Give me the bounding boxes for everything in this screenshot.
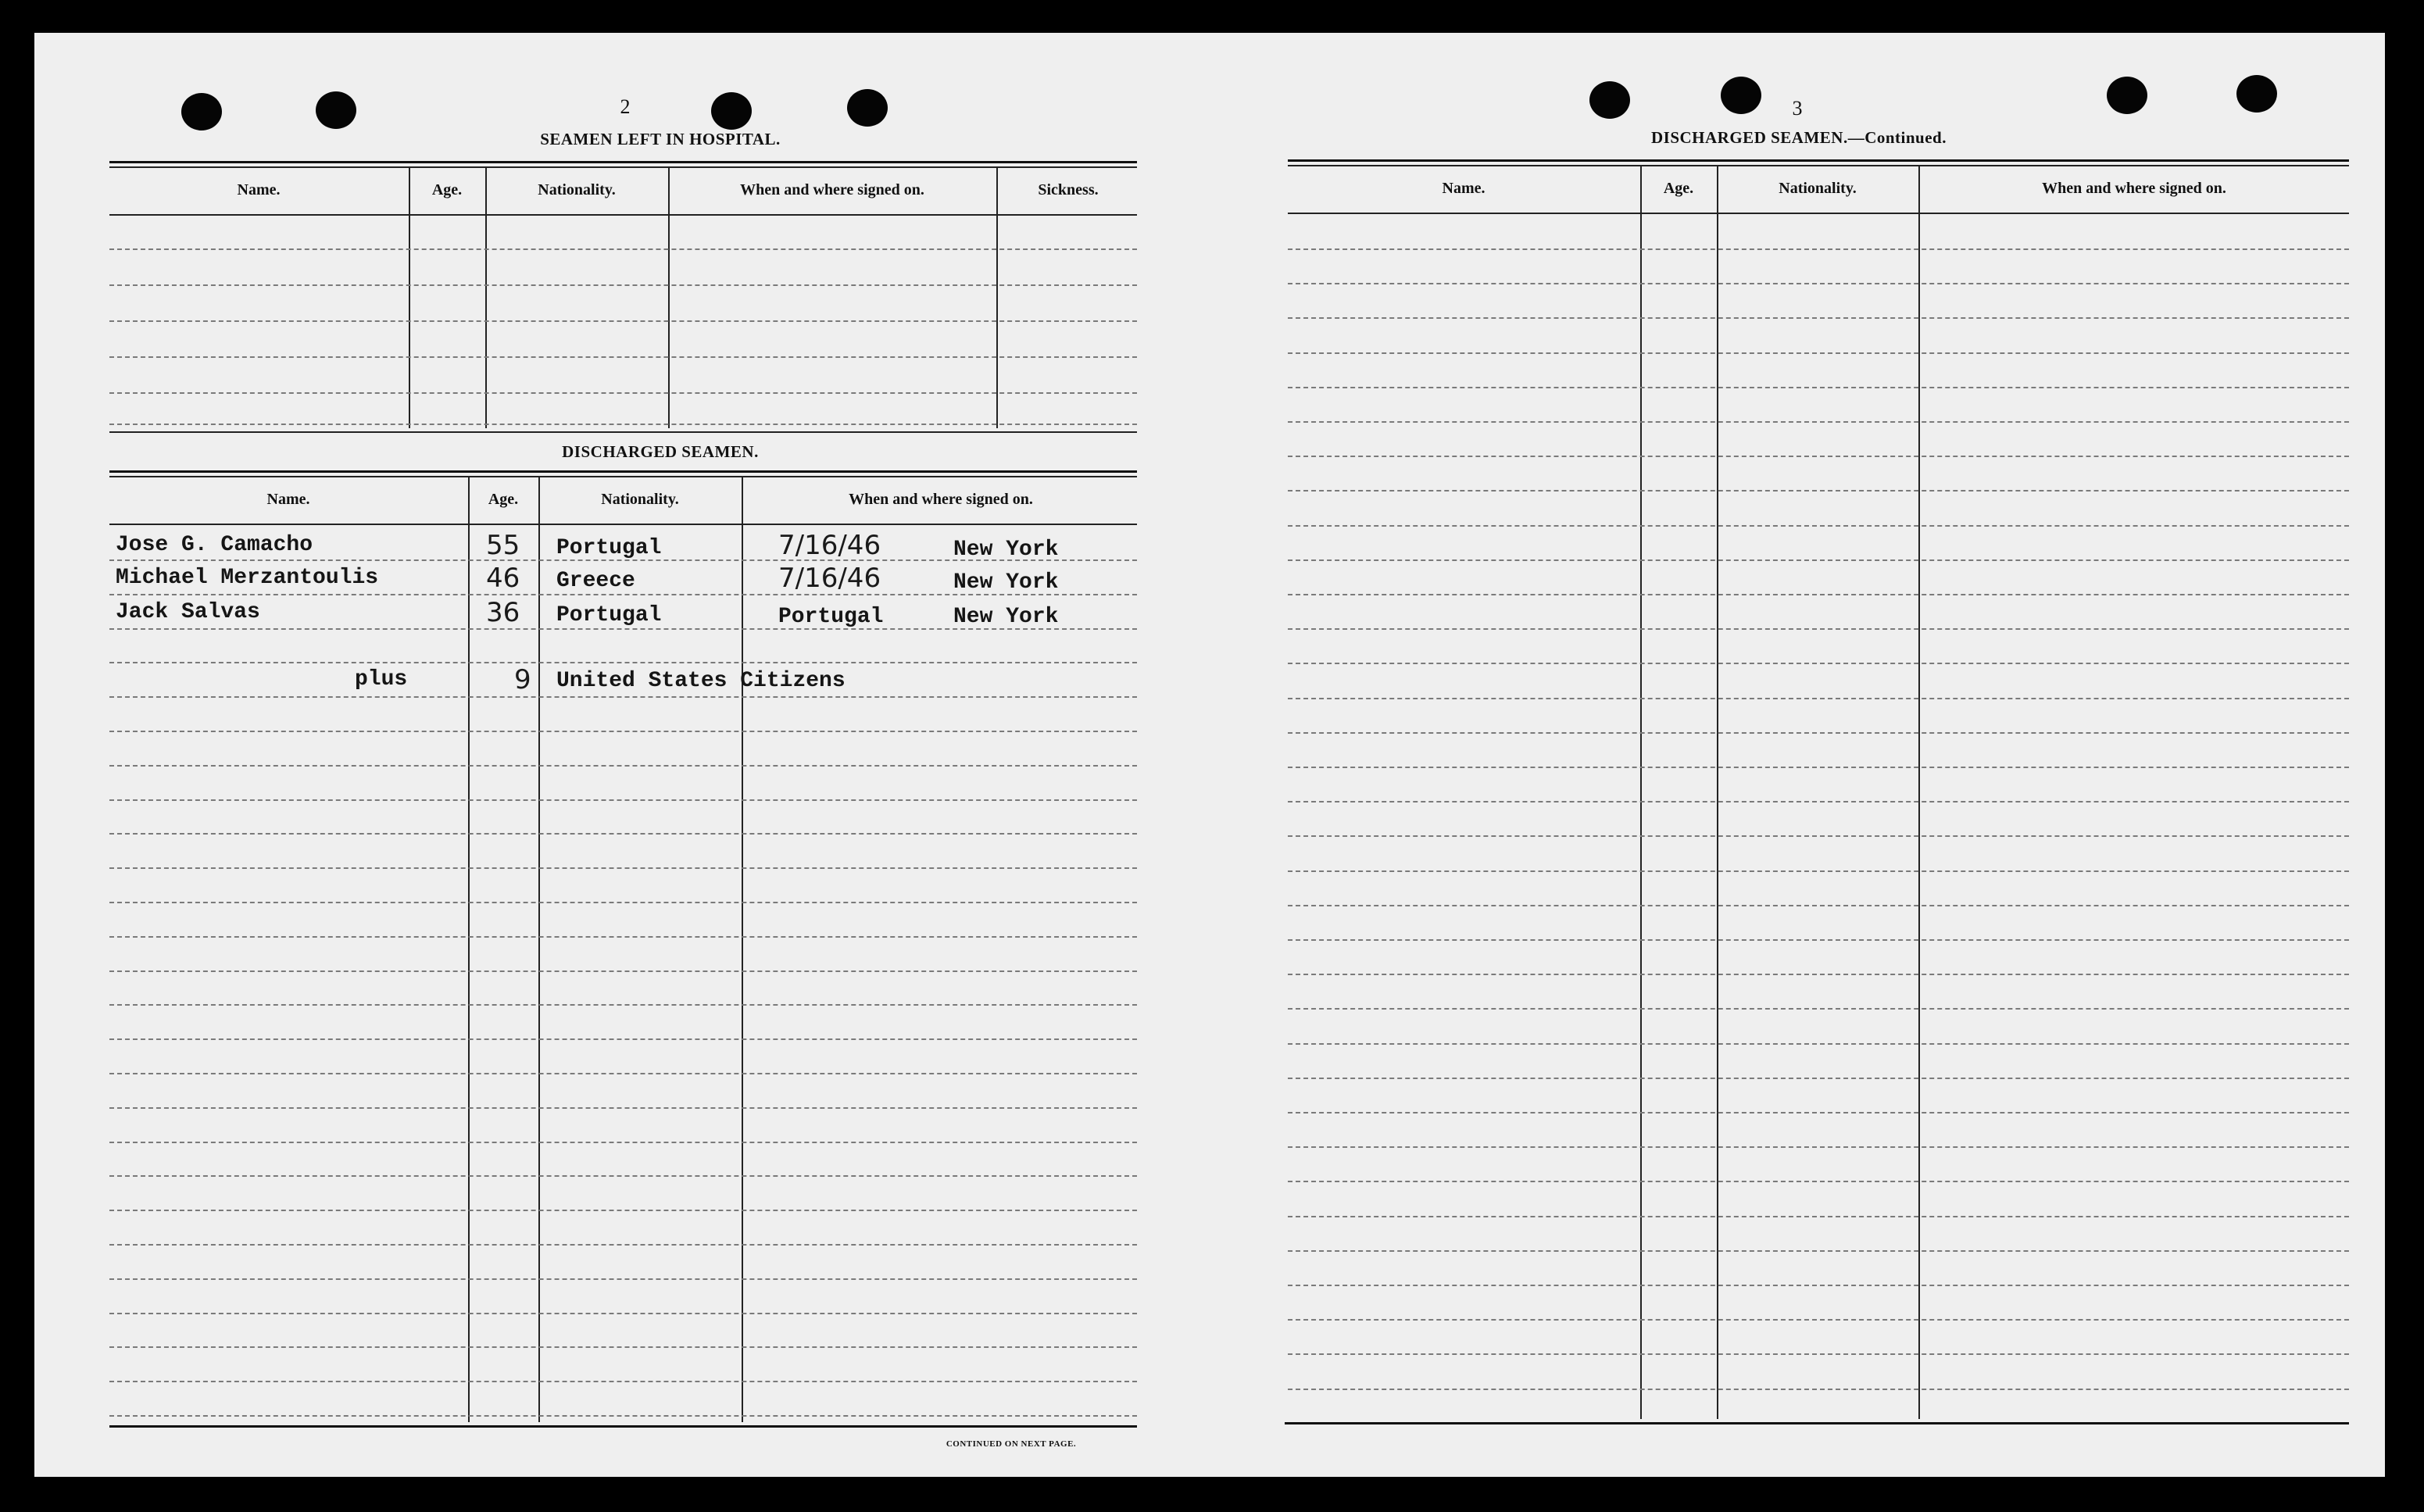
punch-hole bbox=[847, 89, 888, 127]
seaman-nationality: Portugal bbox=[556, 536, 662, 560]
ruled-line bbox=[1288, 767, 2349, 768]
ruled-line bbox=[109, 1415, 1137, 1417]
ruled-line bbox=[109, 1004, 1137, 1006]
punch-hole bbox=[2236, 75, 2277, 113]
ruled-line bbox=[1288, 1250, 2349, 1252]
ruled-line bbox=[1288, 663, 2349, 664]
punch-hole bbox=[2107, 77, 2147, 114]
ruled-line bbox=[109, 1142, 1137, 1143]
ruled-line bbox=[109, 902, 1137, 903]
ruled-line bbox=[1288, 317, 2349, 319]
ruled-line bbox=[1288, 1112, 2349, 1113]
column-header: Name. bbox=[237, 181, 281, 198]
ruled-line bbox=[109, 1346, 1137, 1348]
ruled-line bbox=[109, 1278, 1137, 1280]
ruled-line bbox=[1288, 559, 2349, 561]
ruled-line bbox=[109, 731, 1137, 732]
ruled-line bbox=[1288, 490, 2349, 491]
ruled-line bbox=[109, 867, 1137, 869]
ruled-line bbox=[109, 1107, 1137, 1109]
punch-hole bbox=[1721, 77, 1761, 114]
ruled-line bbox=[1288, 525, 2349, 527]
ruled-line bbox=[1288, 1043, 2349, 1045]
ruled-line bbox=[109, 1073, 1137, 1074]
ruled-line bbox=[1288, 594, 2349, 595]
seaman-name: plus bbox=[355, 667, 408, 692]
ruled-line bbox=[109, 1038, 1137, 1040]
seaman-age: 46 bbox=[486, 563, 520, 594]
ruled-line bbox=[1288, 628, 2349, 630]
seaman-nationality: Greece bbox=[556, 569, 635, 593]
signed-on-place: New York bbox=[953, 605, 1059, 629]
seaman-name: Michael Merzantoulis bbox=[116, 566, 379, 590]
column-header: Age. bbox=[488, 491, 519, 508]
seaman-name: Jack Salvas bbox=[116, 600, 260, 624]
column-header: Age. bbox=[431, 181, 463, 198]
column-header: Name. bbox=[266, 491, 310, 508]
ruled-line bbox=[109, 765, 1137, 767]
column-header: When and where signed on. bbox=[740, 181, 924, 198]
seaman-age: 9 bbox=[514, 664, 531, 695]
punch-hole bbox=[711, 92, 752, 130]
ruled-line bbox=[109, 696, 1137, 698]
signed-on-place: New York bbox=[953, 538, 1059, 562]
ruled-line bbox=[109, 1381, 1137, 1382]
punch-hole bbox=[181, 93, 222, 130]
ruled-line bbox=[1288, 283, 2349, 284]
ruled-line bbox=[1288, 352, 2349, 354]
ruled-line bbox=[109, 1210, 1137, 1211]
ruled-line bbox=[1288, 974, 2349, 975]
ruled-line bbox=[1288, 421, 2349, 423]
ruled-line bbox=[109, 799, 1137, 801]
ruled-line bbox=[1288, 732, 2349, 734]
seaman-nationality: Portugal bbox=[556, 603, 662, 627]
punch-hole bbox=[316, 91, 356, 129]
column-header: Age. bbox=[1663, 180, 1694, 197]
ruled-line bbox=[1288, 1319, 2349, 1321]
seaman-age: 36 bbox=[486, 597, 520, 628]
ruled-line bbox=[109, 970, 1137, 972]
ruled-line bbox=[1288, 1285, 2349, 1286]
ruled-line bbox=[1288, 387, 2349, 388]
column-header: Nationality. bbox=[1779, 180, 1857, 197]
signed-on-date: Portugal bbox=[778, 605, 884, 629]
signed-on-date: 7/16/46 bbox=[778, 563, 881, 594]
ruled-line bbox=[1288, 1181, 2349, 1182]
ruled-line bbox=[1288, 835, 2349, 837]
column-header: Name. bbox=[1442, 180, 1486, 197]
ruled-line bbox=[1288, 1216, 2349, 1217]
punch-hole bbox=[1589, 81, 1630, 119]
seaman-name: Jose G. Camacho bbox=[116, 533, 313, 557]
form-sheet bbox=[34, 33, 2385, 1477]
column-header: When and where signed on. bbox=[849, 491, 1033, 508]
ruled-line bbox=[1288, 939, 2349, 941]
column-header: Nationality. bbox=[601, 491, 679, 508]
ruled-line bbox=[109, 1313, 1137, 1314]
right-section-title: DISCHARGED SEAMEN.—Continued. bbox=[1651, 128, 1947, 147]
ruled-line bbox=[1288, 870, 2349, 872]
ruled-line bbox=[1288, 1008, 2349, 1010]
column-header: Nationality. bbox=[538, 181, 616, 198]
ruled-line bbox=[109, 833, 1137, 835]
ruled-line bbox=[1288, 905, 2349, 906]
signed-on-place: New York bbox=[953, 570, 1059, 595]
seaman-age: 55 bbox=[486, 530, 520, 561]
ruled-line bbox=[1288, 698, 2349, 699]
page-number: 3 bbox=[1792, 97, 1803, 120]
signed-on-date: 7/16/46 bbox=[778, 530, 881, 561]
ruled-line bbox=[1288, 1146, 2349, 1148]
ruled-line bbox=[1288, 1353, 2349, 1355]
ruled-line bbox=[109, 1244, 1137, 1246]
ruled-line bbox=[1288, 1078, 2349, 1079]
ruled-line bbox=[1288, 456, 2349, 457]
seaman-nationality: United States Citizens bbox=[556, 669, 846, 693]
page-number: 2 bbox=[620, 95, 631, 118]
ruled-line bbox=[1288, 248, 2349, 250]
ruled-line bbox=[109, 662, 1137, 663]
ruled-line bbox=[1288, 1389, 2349, 1390]
ruled-line bbox=[109, 936, 1137, 938]
column-header: When and where signed on. bbox=[2042, 180, 2226, 197]
continued-note: CONTINUED ON NEXT PAGE. bbox=[946, 1439, 1077, 1449]
discharged-section-title: DISCHARGED SEAMEN. bbox=[562, 442, 759, 461]
ruled-line bbox=[1288, 801, 2349, 802]
column-header: Sickness. bbox=[1038, 181, 1099, 198]
ruled-line bbox=[109, 1175, 1137, 1177]
hospital-section-title: SEAMEN LEFT IN HOSPITAL. bbox=[540, 130, 781, 148]
